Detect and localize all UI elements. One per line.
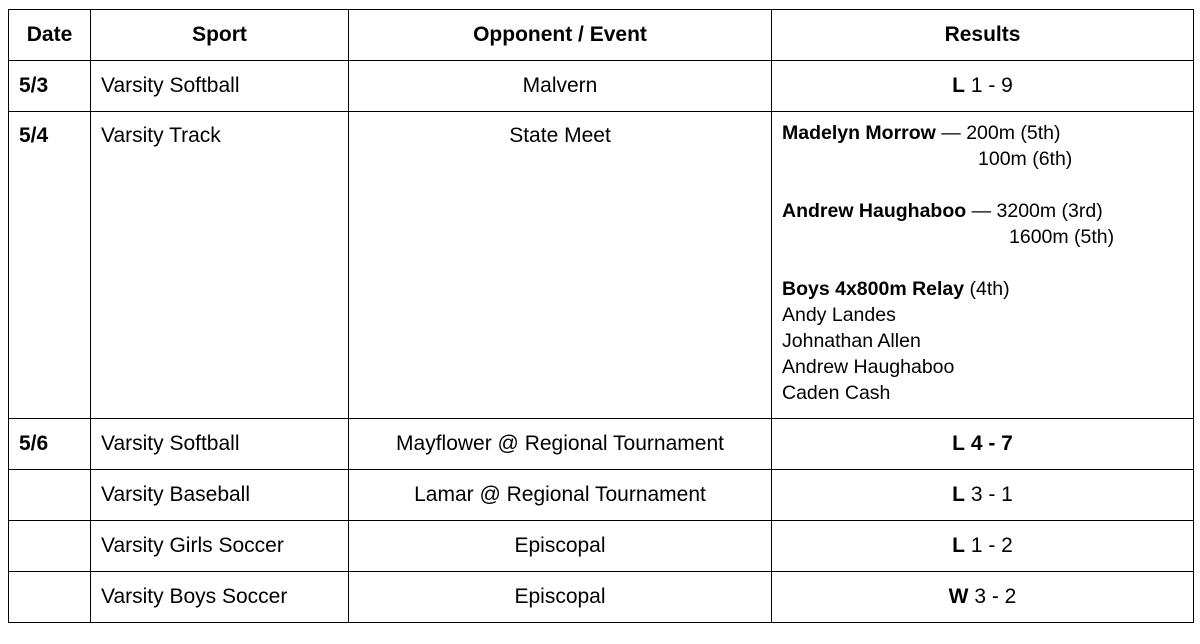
em-dash: —	[941, 122, 961, 144]
result-cell	[772, 61, 1194, 112]
event-cell: Episcopal	[349, 521, 772, 572]
sport-cell: Varsity Track	[91, 112, 349, 419]
score-text: 4 - 7	[970, 432, 1013, 455]
outcome-letter: L	[952, 432, 965, 455]
athlete-name: Andrew Haughaboo	[782, 200, 967, 222]
event-cell: State Meet	[349, 112, 772, 419]
sport-cell: Varsity Girls Soccer	[91, 521, 349, 572]
relay-member: Andy Landes	[782, 304, 896, 326]
header-results: Results	[772, 10, 1194, 61]
header-date: Date	[9, 10, 91, 61]
score-text: 1 - 9	[970, 74, 1013, 97]
sport-cell: Varsity Baseball	[91, 470, 349, 521]
relay-member: Caden Cash	[782, 382, 891, 404]
score-text: 3 - 1	[970, 483, 1013, 506]
outcome-letter: L	[952, 534, 965, 557]
sport-cell: Varsity Softball	[91, 419, 349, 470]
event-cell: Malvern	[349, 61, 772, 112]
relay-place: (4th)	[969, 278, 1010, 300]
header-event: Opponent / Event	[349, 10, 772, 61]
date-cell: 5/6	[9, 419, 91, 470]
result-cell	[772, 419, 1194, 470]
relay-member: Johnathan Allen	[782, 330, 921, 352]
sport-cell: Varsity Softball	[91, 61, 349, 112]
event-cell: Lamar @ Regional Tournament	[349, 470, 772, 521]
date-cell: 5/4	[9, 112, 91, 419]
result-cell	[772, 470, 1194, 521]
result-cell	[772, 572, 1194, 623]
event-cell: Episcopal	[349, 572, 772, 623]
results-table	[8, 9, 1194, 623]
athlete-event: 3200m (3rd)	[996, 200, 1103, 222]
outcome-letter: L	[952, 483, 965, 506]
date-cell: 5/3	[9, 61, 91, 112]
date-cell	[9, 572, 91, 623]
header-row	[9, 10, 1194, 61]
table-row	[9, 61, 1194, 112]
table-row-track	[9, 112, 1194, 419]
athlete-result	[782, 198, 1183, 250]
athlete-event: 100m (6th)	[978, 148, 1073, 170]
event-cell: Mayflower @ Regional Tournament	[349, 419, 772, 470]
header-sport: Sport	[91, 10, 349, 61]
em-dash: —	[971, 200, 992, 222]
athlete-name: Madelyn Morrow	[782, 122, 936, 144]
athlete-event: 200m (5th)	[966, 122, 1061, 144]
sport-cell: Varsity Boys Soccer	[91, 572, 349, 623]
score-text: 1 - 2	[970, 534, 1013, 557]
athlete-result	[782, 120, 1183, 172]
relay-member: Andrew Haughaboo	[782, 356, 955, 378]
result-cell	[772, 521, 1194, 572]
table-row	[9, 419, 1194, 470]
table-row	[9, 470, 1194, 521]
table-row	[9, 521, 1194, 572]
relay-name: Boys 4x800m Relay	[782, 278, 965, 300]
date-cell	[9, 470, 91, 521]
outcome-letter: W	[948, 585, 969, 608]
track-results-cell	[772, 112, 1194, 419]
outcome-letter: L	[952, 74, 965, 97]
date-cell	[9, 521, 91, 572]
relay-result	[782, 276, 1183, 406]
athlete-event: 1600m (5th)	[1009, 226, 1115, 248]
score-text: 3 - 2	[974, 585, 1017, 608]
table-row	[9, 572, 1194, 623]
